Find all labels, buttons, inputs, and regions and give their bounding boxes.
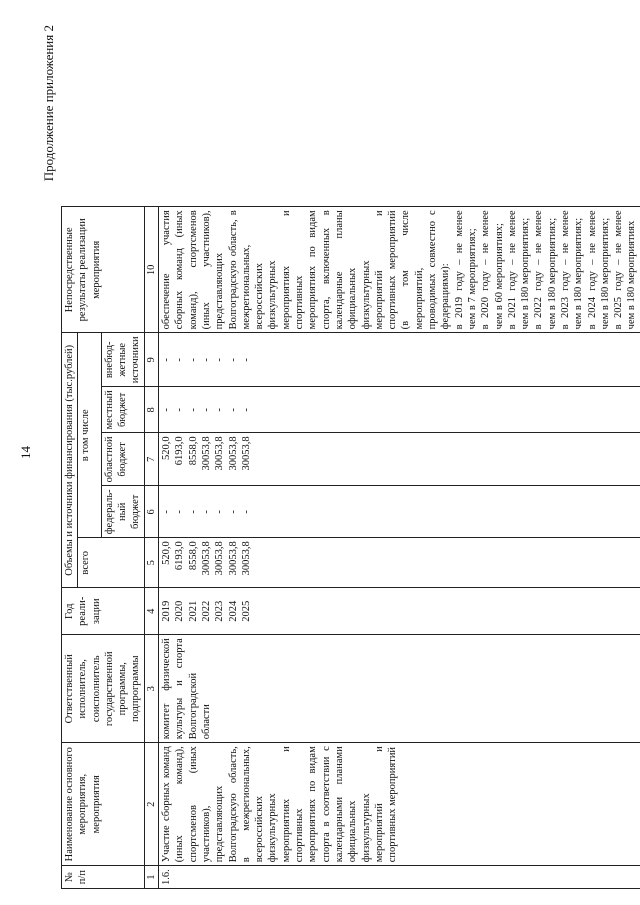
- column-number-row: [144, 207, 158, 889]
- program-table: [61, 206, 640, 889]
- header-federal: федераль-ный бюджет: [101, 486, 144, 538]
- header-name: Наименование основного мероприятия, мероприятия: [62, 743, 145, 866]
- results-cell: [159, 207, 640, 333]
- result-item: в 2024 году – не менее чем в 180 мероприятиях;: [586, 210, 611, 330]
- offbudget-values: - - - - - - -: [159, 333, 640, 387]
- header-total: всего: [78, 538, 144, 588]
- regional-values: 520,0 6193,0 8558,0 30053,8 30053,8 30053,8 30053,8: [159, 433, 640, 486]
- result-item: в 2023 году – не менее чем в 180 мероприятиях;: [559, 210, 585, 330]
- header-row: [62, 207, 78, 889]
- column-number: 3: [144, 635, 158, 743]
- column-number: 2: [144, 743, 158, 866]
- header-including: в том числе: [78, 333, 102, 538]
- page-number: 14: [18, 446, 33, 459]
- result-intro: обеспечение участия сборных команд (иных команд), спортсменов (иных участников), представляющих Волгоградскую область, в межрегиональных, всероссийских физкультурных мероприятиях и спортивных мероприятиях по видам спорта, включенных в календарные планы официальных физкультурных мероприятий и спортивных мероприятий (в том числе мероприятий, проводимых совместно с федерациями):: [161, 210, 452, 330]
- column-number: 9: [144, 333, 158, 387]
- result-item: в 2025 году – не менее чем в 180 мероприятиях: [613, 210, 638, 330]
- table-row: [159, 207, 640, 889]
- column-number: 5: [144, 538, 158, 588]
- header-results: Непосредственные результаты реализации мероприятия: [62, 207, 145, 333]
- result-item: в 2021 году – не менее чем в 180 мероприятиях;: [506, 210, 532, 330]
- header-regional: областной бюджет: [101, 433, 144, 486]
- result-item: в 2020 году – не менее чем в 60 мероприятиях;: [480, 210, 505, 330]
- header-year: Год реали-зации: [62, 588, 145, 635]
- event-name: Участие сборных команд (иных команд), спортсменов (иных участников), представляющих Волгоградскую область, в межрегиональных, всероссийских физкультурных мероприятиях и спортивных мероприятиях по видам спорта в соответствии с календарными планами официальных физкультурных мероприятий и спортивных мероприятий: [159, 743, 640, 866]
- executor: комитет физической культуры и спорта Волгоградской области: [159, 635, 640, 743]
- header-offbudget: внебюд-жетные источники: [101, 333, 144, 387]
- result-item: в 2019 году – не менее чем в 7 мероприятиях;: [453, 210, 478, 330]
- appendix-caption: Продолжение приложения 2: [41, 25, 56, 182]
- column-number: 4: [144, 588, 158, 635]
- column-number: 10: [144, 207, 158, 333]
- result-item: в 2022 году – не менее чем в 180 мероприятиях;: [533, 210, 558, 330]
- column-number: 1: [144, 866, 158, 889]
- row-number: 1.6.: [159, 866, 640, 889]
- header-number: № п/п: [62, 866, 145, 889]
- federal-values: - - - - - - -: [159, 486, 640, 538]
- column-number: 6: [144, 486, 158, 538]
- header-financing: Объемы и источники финансирования (тыс.рублей): [62, 333, 78, 588]
- years: 2019 2020 2021 2022 2023 2024 2025: [159, 588, 640, 635]
- column-number: 8: [144, 387, 158, 433]
- header-local: местный бюджет: [101, 387, 144, 433]
- local-values: - - - - - - -: [159, 387, 640, 433]
- header-executor: Ответственный исполнитель, соисполнитель государственной программы, подпрограммы: [62, 635, 145, 743]
- column-number: 7: [144, 433, 158, 486]
- total-values: 520,0 6193,0 8558,0 30053,8 30053,8 30053,8 30053,8: [159, 538, 640, 588]
